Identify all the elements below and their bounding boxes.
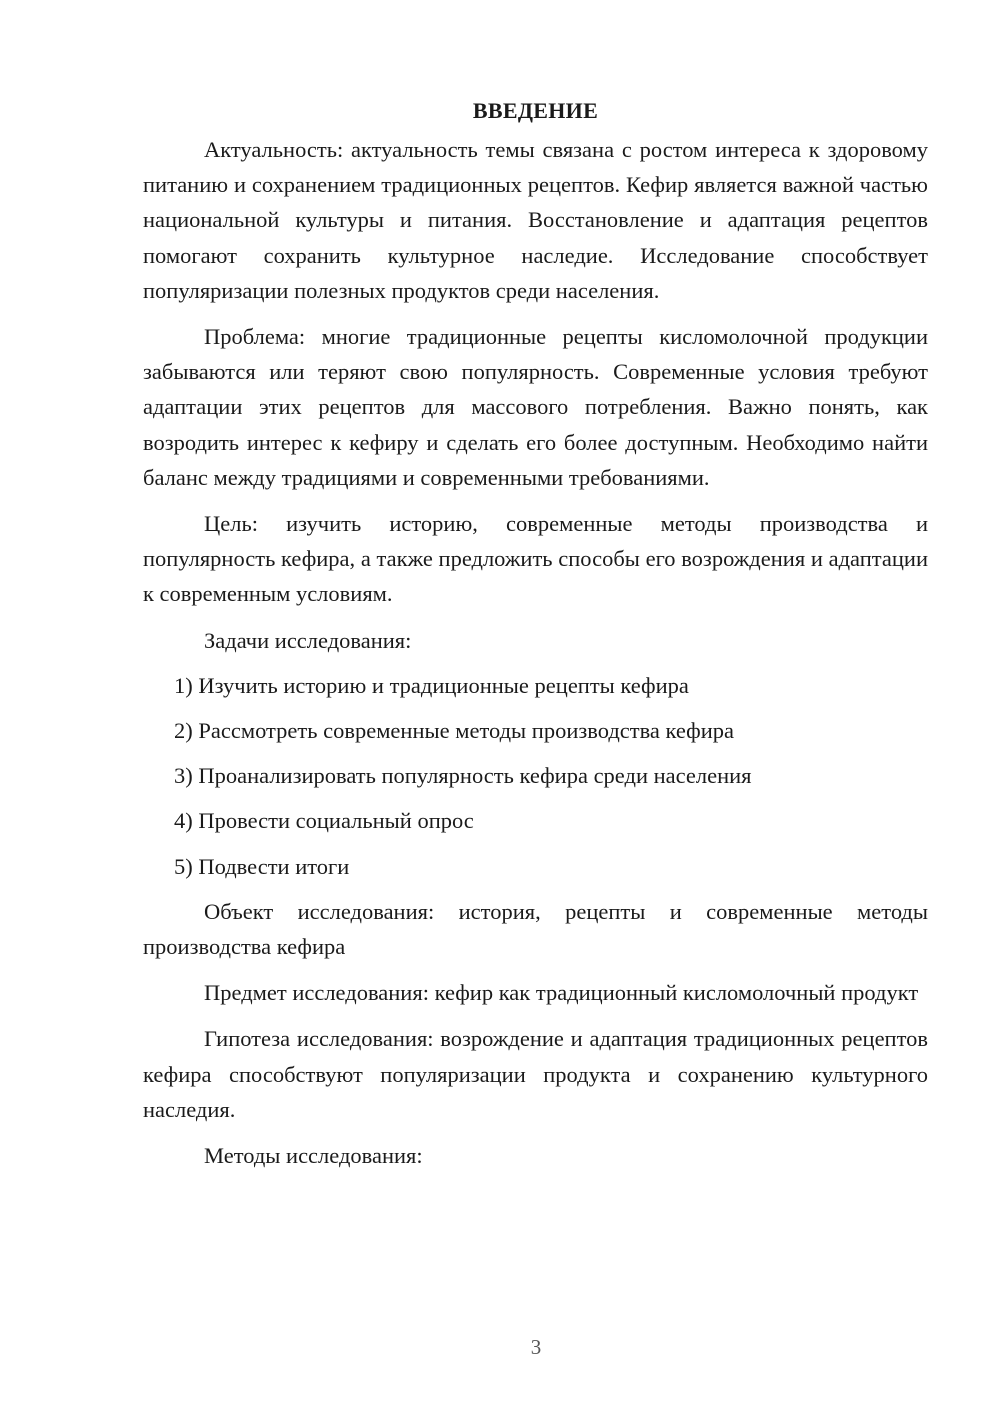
- paragraph-object: Объект исследования: история, рецепты и современные методы производства кефира: [143, 898, 928, 960]
- page-number: 3: [530, 1335, 542, 1359]
- paragraph-subject: Предмет исследования: кефир как традиционный кисломолочный продукт: [204, 980, 919, 1006]
- task-item-4: 4) Провести социальный опрос: [174, 808, 474, 834]
- tasks-heading: Задачи исследования:: [204, 627, 412, 653]
- paragraph-relevance: Актуальность: актуальность темы связана с ростом интереса к здоровому питанию и сохранением традиционных рецептов. Кефир является важной частью национальной культуры и питания. Восстановление и адаптация рецептов помогают сохранить культурное наследие. Исследование способствует популяризации полезных продуктов среди населения.: [143, 137, 928, 303]
- paragraph-goal: Цель: изучить историю, современные методы производства и популярность кефира, а также предложить способы его возрождения и адаптации к современным условиям.: [143, 511, 928, 607]
- section-title: ВВЕДЕНИЕ: [472, 98, 599, 123]
- document-page: [143, 96, 928, 1184]
- task-item-1: 1) Изучить историю и традиционные рецепты кефира: [174, 672, 689, 698]
- task-item-5: 5) Подвести итоги: [174, 853, 350, 879]
- paragraph-hypothesis: Гипотеза исследования: возрождение и адаптация традиционных рецептов кефира способствуют популяризации продукта и сохранению культурного наследия.: [143, 1026, 928, 1122]
- paragraph-problem: Проблема: многие традиционные рецепты кисломолочной продукции забываются или теряют свою популярность. Современные условия требуют адаптации этих рецептов для массового потребления. Важно понять, как возродить интерес к кефиру и сделать его более доступным. Необходимо найти баланс между традициями и современными требованиями.: [143, 324, 928, 490]
- paragraph-methods: Методы исследования:: [204, 1143, 423, 1169]
- task-item-3: 3) Проанализировать популярность кефира среди населения: [174, 763, 752, 789]
- task-item-2: 2) Рассмотреть современные методы производства кефира: [174, 718, 735, 744]
